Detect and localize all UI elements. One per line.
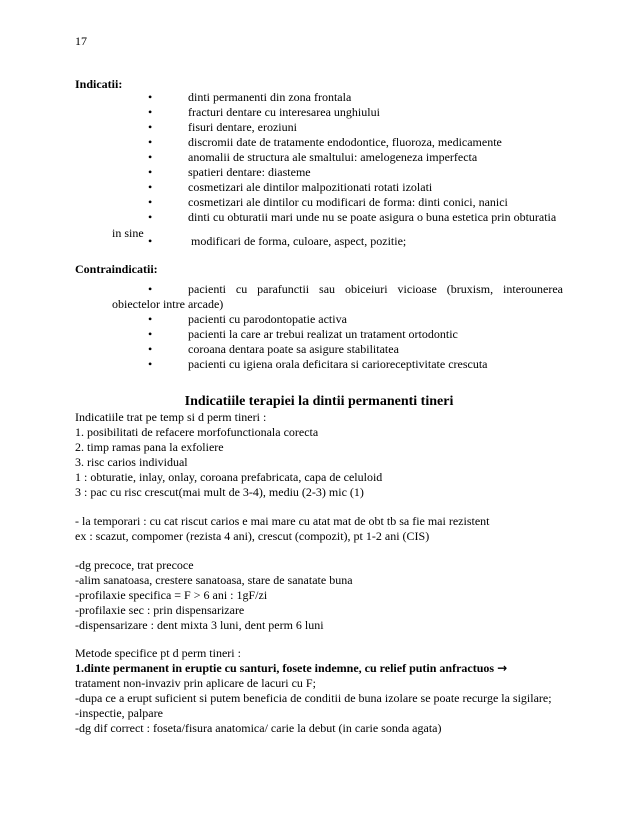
bullet-icon: • [148,327,153,341]
section-line: 1. posibilitati de refacere morfofunctionala corecta [75,425,319,439]
section-line: -dupa ce a erupt suficient si putem beneficia de conditii de buna izolare se poate recurge la sigilare; [75,691,552,705]
bullet-icon: • [148,150,153,164]
list-item-text: fracturi dentare cu interesarea unghiului [188,105,380,119]
bullet-icon: • [148,282,153,296]
list-item [0,327,638,342]
section-line: -dg precoce, trat precoce [75,558,194,572]
section-line: 2. timp ramas pana la exfoliere [75,440,224,454]
list-item-text: coroana dentara poate sa asigure stabilitatea [188,342,399,356]
bullet-icon: • [148,135,153,149]
contraindicatii-list [0,312,638,372]
list-item [0,90,638,105]
list-item-text: dinti permanenti din zona frontala [188,90,352,104]
section-bold-line [75,661,507,676]
list-item-text: cosmetizari ale dintilor malpozitionati rotati izolati [188,180,433,194]
page-number: 17 [75,34,87,48]
section-line: Indicatiile trat pe temp si d perm tineri : [75,410,267,424]
section-line: -profilaxie specifica = F > 6 ani : 1gF/zi [75,588,268,602]
list-item-text: pacienti la care ar trebui realizat un tratament ortodontic [188,327,458,341]
bullet-icon: • [148,180,153,194]
indicatii-list [0,90,638,225]
section-title: Indicatiile terapiei la dintii permanenti tineri [184,394,454,409]
section-line: -dg dif correct : foseta/fisura anatomica/ carie la debut (in carie sonda agata) [75,721,442,735]
indicatii-extra-list [0,234,638,249]
list-item-text: discromii date de tratamente endodontice, fluoroza, medicamente [188,135,502,149]
bullet-icon: • [148,120,153,134]
list-item [0,342,638,357]
bullet-icon: • [148,105,153,119]
bullet-icon: • [148,357,153,371]
arrow-right-icon: → [497,661,508,675]
list-item-text: spatieri dentare: diasteme [188,165,311,179]
bullet-icon: • [148,90,153,104]
list-item [0,282,638,297]
contraindicatii-first-item [0,282,638,297]
list-item-continuation: in sine [112,226,144,240]
list-item-text: fisuri dentare, eroziuni [188,120,297,134]
section-line: -dispensarizare : dent mixta 3 luni, dent perm 6 luni [75,618,324,632]
section-line: ex : scazut, compomer (rezista 4 ani), crescut (compozit), pt 1-2 ani (CIS) [75,529,430,543]
section-line: Metode specifice pt d perm tineri : [75,646,241,660]
list-item-text: cosmetizari ale dintilor cu modificari de forma: dinti conici, nanici [188,195,508,209]
list-item [0,165,638,180]
bold-line-text: 1.dinte permanent in eruptie cu santuri, fosete indemne, cu relief putin anfractuos [75,661,495,675]
section-line: 3. risc carios individual [75,455,188,469]
section-line: - la temporari : cu cat riscut carios e mai mare cu atat mat de obt tb sa fie mai rezistent [75,514,490,528]
section-line: -profilaxie sec : prin dispensarizare [75,603,245,617]
list-item [0,120,638,135]
bullet-icon: • [148,210,153,224]
bullet-icon: • [148,342,153,356]
section-line: -alim sanatoasa, crestere sanatoasa, stare de sanatate buna [75,573,353,587]
list-item-text: pacienti cu parodontopatie activa [188,312,347,326]
bullet-icon: • [148,165,153,179]
bullet-icon: • [148,312,153,326]
list-item-text: pacienti cu igiena orala deficitara si carioreceptivitate crescuta [188,357,488,371]
list-item-text: pacienti cu parafunctii sau obiceiuri vicioase (bruxism, interounerea [188,282,563,296]
list-item [0,105,638,120]
list-item [0,180,638,195]
list-item [0,150,638,165]
list-item-text: modificari de forma, culoare, aspect, pozitie; [191,234,407,248]
section-line: -inspectie, palpare [75,706,163,720]
list-item [0,195,638,210]
list-item [0,210,638,225]
list-item-continuation: obiectelor intre arcade) [112,297,224,311]
list-item-text: dinti cu obturatii mari unde nu se poate asigura o buna estetica prin obturatia [188,210,557,224]
bullet-icon: • [148,195,153,209]
list-item-text: anomalii de structura ale smaltului: amelogeneza imperfecta [188,150,478,164]
list-item [0,234,638,249]
section-line: tratament non-invaziv prin aplicare de lacuri cu F; [75,676,316,690]
bullet-icon: • [148,234,153,248]
indicatii-heading: Indicatii: [75,77,123,91]
list-item [0,357,638,372]
section-line: 1 : obturatie, inlay, onlay, coroana prefabricata, capa de celuloid [75,470,383,484]
list-item [0,312,638,327]
contraindicatii-heading: Contraindicatii: [75,262,158,276]
section-line: 3 : pac cu risc crescut(mai mult de 3-4), mediu (2-3) mic (1) [75,485,364,499]
list-item [0,135,638,150]
